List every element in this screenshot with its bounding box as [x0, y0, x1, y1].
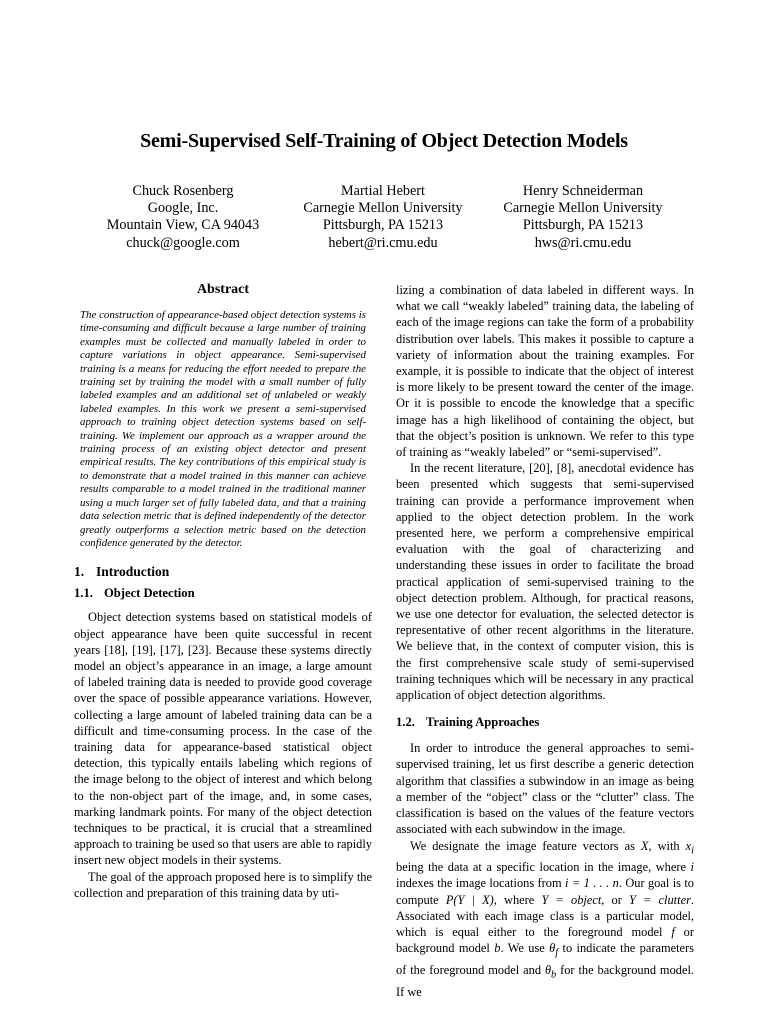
section-title: Introduction [96, 564, 170, 580]
math-theta-b-subscript: b [551, 969, 557, 981]
author-block-3 [453, 183, 713, 252]
subsection-title: Training Approaches [426, 715, 540, 730]
author-email: hws@ri.cmu.edu [534, 234, 632, 251]
paragraph-object-detection: Object detection systems based on statistical models of object appearance have been quite successful in recent years [18], [19], [17], [23]. Because these systems directly model an object’s appearance in an image, a large amount of labeled training data is needed to provide good coverage over the space of possible appearance variations. However, collecting a large amount of labeled training data can be a difficult and time-consuming process. In the case of the training data for appearance-based statistical object detection, this typically entails labeling which regions of the image belong to the object of interest and which belong to the non-object part of the image, and, in some cases, marking landmark points. For many of the object detection techniques to be practical, it is crucial that a streamlined approach to training be used so that users are able to rapidly insert new object models in their systems. [74, 610, 372, 868]
math-b: b [494, 941, 501, 956]
math-index-range: i = 1 . . . n [565, 876, 619, 891]
math-object: Y = object [541, 892, 602, 907]
abstract-text: The construction of appearance-based object detection systems is time-consuming and difficult because a large number of training examples must be collected and manually labeled in order to capture variations in object appearance. Semi-supervised training is a means for reducing the effort needed to prepare the training set by training the model with a small number of fully labeled examples and an additional set of unlabeled or weakly labeled examples. In this work we present a semi-supervised approach to training object detection systems based on self-training. We implement our approach as a wrapper around the training process of an existing object detector and present empirical results. The key contributions of this empirical study is to demonstrate that a model trained in this manner can achieve results comparable to a model trained in the traditional manner using a much larger set of fully labeled data, and that a training data selection metric that is defined independently of the detector greatly outperforms a selection metric based on the detection confidence generated by the detector. [80, 309, 366, 549]
author-name: Henry Schneiderman [522, 183, 644, 199]
math-i: i [690, 860, 694, 875]
paragraph-approach-goal: The goal of the approach proposed here is to simplify the collection and preparation of this training data by uti- [74, 869, 372, 900]
author-address: Pittsburgh, PA 15213 [522, 217, 644, 234]
author-email: hebert@ri.cmu.edu [328, 234, 438, 251]
math-clutter: Y = clutter [629, 892, 691, 907]
math-xi: x [685, 838, 692, 853]
paragraph-generic-detector: In order to introduce the general approaches to semi-supervised training, let us first describe a generic detection algorithm that classifies a subwindow in an image as being a member of the “object” class or the “clutter” class. The classification is based on the values of the feature vectors associated with each subwindow in the image. [396, 741, 694, 837]
author-name: Chuck Rosenberg [132, 183, 234, 199]
math-X: X [640, 838, 649, 853]
paragraph-recent-literature: In the recent literature, [20], [8], anecdotal evidence has been presented which suggests that semi-supervised training can provide a performance improvement when applied to the object detection problem. In the work presented here, we perform a comprehensive empirical evaluation with the goal of characterizing and understanding these issues in order to facilitate the broad practical application of semi-supervised training to the object detection problem. Although, for practical reasons, we use one detector for evaluation, the selected detector is representative of other recent algorithms in the literature. We believe that, in the context of computer vision, this is the first comprehensive scale study of semi-supervised training techniques which will be necessary in any practical application of object detection algorithms. [396, 461, 694, 703]
math-f: f [671, 924, 675, 939]
section-heading-introduction [74, 564, 372, 580]
paper-title: Semi-Supervised Self-Training of Object Detection Models [140, 130, 628, 152]
math-theta-f: θ [549, 941, 556, 956]
author-name: Martial Hebert [341, 183, 425, 199]
subsection-number: 1.1. [74, 586, 93, 601]
author-email: chuck@google.com [126, 234, 240, 251]
subsection-title: Object Detection [104, 586, 195, 601]
author-affiliation: Google, Inc. [147, 200, 219, 217]
math-xi-subscript: i [691, 844, 694, 856]
paragraph-feature-vectors: We designate the image feature vectors as X, with $x_i$ being the data at a specific location in the image, where i indexes the image locations from i = 1 . . . n. Our goal is to compute P(Y | X), where Y = object, or Y = clutter. Associated with each image class is a particular model, which is equal either to the foreground model f or background model b. We use $\theta_f$ to indicate the parameters of the foreground model and $\theta_b$ for the background model. If we [396, 838, 694, 999]
math-theta-b: θ [544, 962, 552, 977]
author-affiliation: Carnegie Mellon University [303, 200, 463, 217]
subsection-heading-object-detection [74, 586, 372, 601]
author-address: Pittsburgh, PA 15213 [322, 217, 444, 234]
paragraph-weakly-labeled: lizing a combination of data labeled in different ways. In what we call “weakly labeled” training data, the labeling of each of the image regions can take the form of a probability distribution over labels. This makes it possible to capture a variety of information about the training examples. For example, it is possible to indicate that the object of interest is more likely to be present toward the center of the image. Or it is possible to encode the knowledge that a specific image has a high likelihood of containing the object, but that the object’s position is unknown. We refer to this type of training as “weakly labeled” or “semi-supervised”. [396, 283, 694, 460]
section-number: 1. [74, 564, 85, 580]
author-affiliation: Carnegie Mellon University [503, 200, 663, 217]
subsection-number: 1.2. [396, 715, 415, 730]
math-posterior: P(Y | X) [445, 892, 494, 907]
abstract-heading: Abstract [196, 282, 250, 297]
right-column [396, 282, 694, 1000]
subsection-heading-training-approaches [396, 715, 694, 730]
math-theta-f-subscript: f [555, 947, 559, 959]
left-column [74, 282, 372, 901]
author-address: Mountain View, CA 94043 [106, 217, 260, 234]
